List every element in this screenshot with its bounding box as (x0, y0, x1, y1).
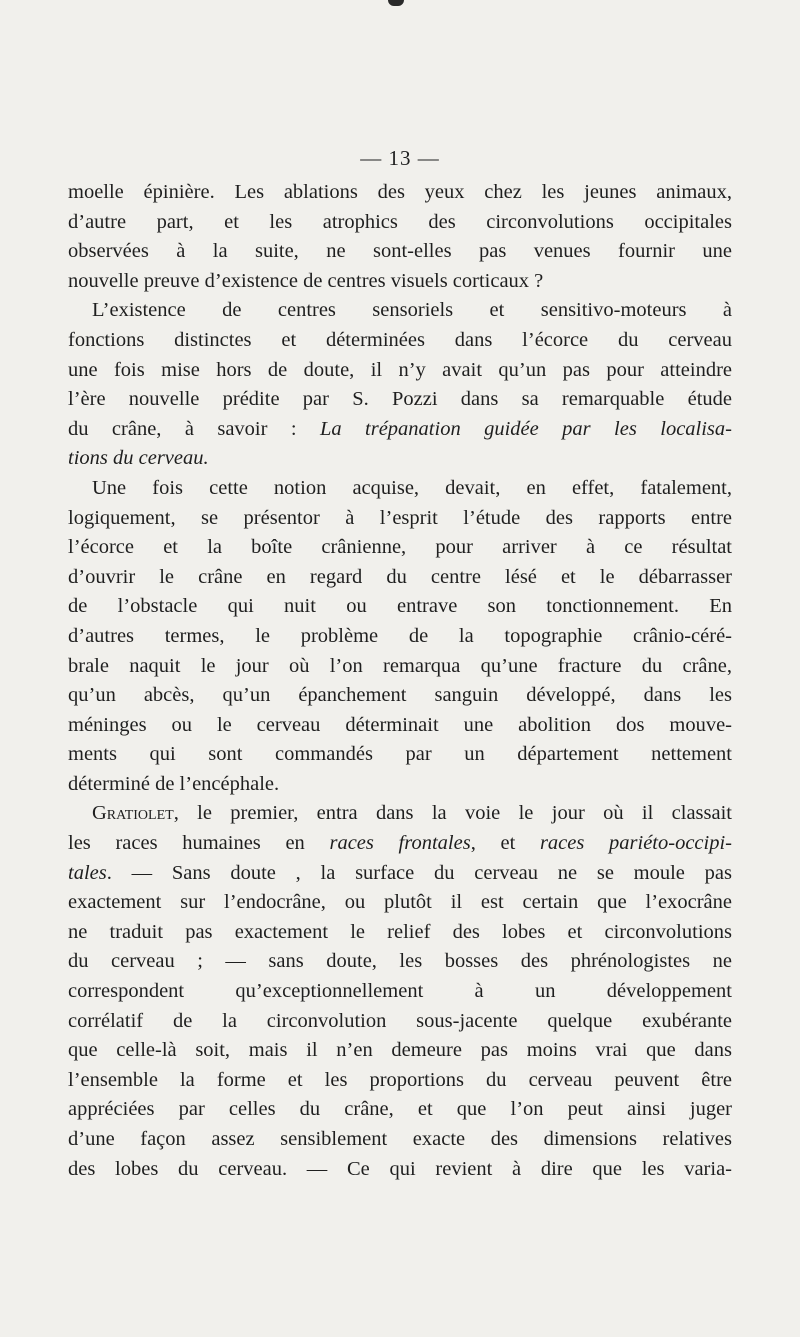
text-line: du crâne, à savoir : La trépanation guidée par les localisa- (68, 417, 732, 440)
text-line: d’une façon assez sensiblement exacte des dimensions relatives (68, 1128, 732, 1150)
text-line: corrélatif de la circonvolution sous-jacente quelque exubérante (68, 1009, 732, 1032)
text-line: méninges ou le cerveau déterminait une abolition dos mouve- (68, 713, 732, 736)
italic-title: tions du cerveau. (68, 447, 209, 470)
text-line: correspondent qu’exceptionnellement à un développement (68, 980, 732, 1003)
text-line: logiquement, se présentor à l’esprit l’étude des rapports entre (68, 506, 732, 529)
paragraph-start-line: L’existence de centres sensoriels et sensitivo-moteurs à (92, 299, 732, 322)
text-line: des lobes du cerveau. — Ce qui revient à dire que les varia- (68, 1157, 732, 1180)
page-number: — 13 — (360, 146, 440, 170)
italic-title: La trépanation guidée par les localisa- (319, 417, 732, 440)
text-line: qu’un abcès, qu’un épanchement sanguin développé, dans les (68, 684, 732, 707)
text-line: les races humaines en races frontales, et races pariéto-occipi- (68, 832, 732, 855)
text-line: observées à la suite, ne sont-elles pas venues fournir une (68, 240, 732, 263)
text-line: ments qui sont commandés par un département nettement (68, 743, 732, 766)
text-line: l’ère nouvelle prédite par S. Pozzi dans sa remarquable étude (68, 388, 732, 411)
italic-term: races pariéto-occipi- (539, 832, 732, 855)
text-line: moelle épinière. Les ablations des yeux chez les jeunes animaux, (68, 181, 732, 203)
text-line: appréciées par celles du crâne, et que l’on peut ainsi juger (68, 1098, 732, 1121)
italic-term: races frontales (329, 832, 471, 855)
binding-mark (388, 0, 404, 6)
text-line: brale naquit le jour où l’on remarqua qu’une fracture du crâne, (68, 654, 732, 677)
text-line (68, 444, 732, 474)
author-name: Gratiolet (92, 802, 174, 825)
text-line: exactement sur l’endocrâne, ou plutôt il est certain que l’exocrâne (68, 891, 732, 914)
text-line: d’ouvrir le crâne en regard du centre lésé et le débarrasser (68, 565, 732, 588)
paragraph-start-line: Gratiolet, le premier, entra dans la voie le jour où il classait (92, 802, 732, 825)
text-line: de l’obstacle qui nuit ou entrave son tonctionnement. En (68, 595, 732, 618)
italic-term: tales (68, 861, 107, 884)
text-line: ne traduit pas exactement le relief des lobes et circonvolutions (68, 920, 732, 943)
text-line: l’écorce et la boîte crânienne, pour arriver à ce résultat (68, 536, 732, 559)
text-line: déterminé de l’encéphale. (68, 772, 280, 795)
body-text (68, 178, 732, 1184)
text-line: d’autre part, et les atrophics des circonvolutions occipitales (68, 210, 732, 233)
text-line: du cerveau ; — sans doute, les bosses des phrénologistes ne (68, 950, 732, 973)
text-line: tales. — Sans doute , la surface du cerveau ne se moule pas (68, 861, 732, 884)
text-line: que celle-là soit, mais il n’en demeure pas moins vrai que dans (68, 1039, 732, 1062)
text-line: l’ensemble la forme et les proportions du cerveau peuvent être (68, 1068, 732, 1091)
text-line: fonctions distinctes et déterminées dans l’écorce du cerveau (68, 328, 732, 351)
text-line: une fois mise hors de doute, il n’y avait qu’un pas pour atteindre (68, 358, 732, 381)
text-line: d’autres termes, le problème de la topographie crânio-céré- (68, 624, 732, 647)
text-line: nouvelle preuve d’existence de centres visuels corticaux ? (68, 269, 544, 292)
paragraph-start-line: Une fois cette notion acquise, devait, en effet, fatalement, (92, 476, 732, 499)
